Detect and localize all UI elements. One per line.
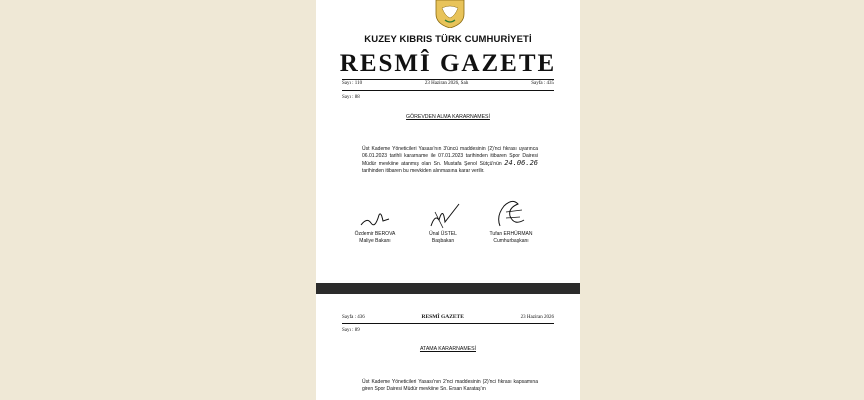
handwritten-date: 24.06.26 [504,159,538,167]
gazette-page-2 [316,294,580,400]
decree-body-end: tarihinden itibaren bu mevkiden alınmasına karar verilir. [362,168,485,174]
page2-title: RESMÎ GAZETE [421,314,464,320]
decree-number: Sayı : 88 [342,95,360,100]
header-rule-top [342,79,554,80]
decree-body [362,146,538,175]
gazette-page-1 [316,0,580,283]
signatory-role: Başbakan [431,238,455,244]
decree-title: GÖREVDEN ALMA KARARNAMESİ [406,114,490,120]
header-rule-bottom [342,90,554,91]
page2-number: Sayfa : 436 [342,314,365,320]
page2-decree-title: ATAMA KARARNAMESİ [419,346,476,352]
signatory-role: Maliye Bakanı [359,238,391,244]
signatory-name: Özdemir BEROVA [354,231,396,237]
decree-body-text: Üst Kademe Yöneticileri Yasası'nın 3'üncü maddesinin (2)'nci fıkrası uyarınca 06.01.2023 tarihli kararname ile 07.01.2023 tarihinden itibaren Spor Dairesi Müdür mevkiine atanmış olan Sn. Mustafa Şenol Sütçü'nün [362,146,538,167]
issue-date: 23 Haziran 2026, Salı [424,81,469,86]
signatory-berova [340,207,410,245]
page2-decree-body: Üst Kademe Yöneticileri Yasası'nın 2'nci maddesinin (2)'nci fıkrası kapsamına giren Spor Dairesi Müdür mevkiine Sn. Ersan Karataş'ın [362,379,538,392]
page2-header-rule [342,323,554,324]
signatory-role: Cumhurbaşkanı [493,238,529,244]
page2-decree-number: Sayı : 89 [342,328,360,333]
signature-erhurman-icon [488,198,534,231]
signatory-erhurman [476,198,546,245]
signatory-name: Tufan ERHÜRMAN [489,231,533,237]
issue-meta [342,81,554,86]
signatory-ustel [408,200,478,245]
issue-number: Sayı : 110 [342,81,363,86]
country-name: KUZEY KIBRIS TÜRK CUMHURİYETİ [364,34,532,45]
signatory-name: Ünal ÜSTEL [429,231,457,237]
page-number: Sayfa : 435 [531,81,554,86]
page-separator [316,283,580,294]
gazette-title: RESMÎ GAZETE [339,50,557,77]
signature-berova-icon [355,207,395,231]
state-emblem-icon [433,0,467,28]
page2-header [342,314,554,320]
signature-ustel-icon [421,200,465,231]
page2-date: 23 Haziran 2026 [520,314,554,320]
